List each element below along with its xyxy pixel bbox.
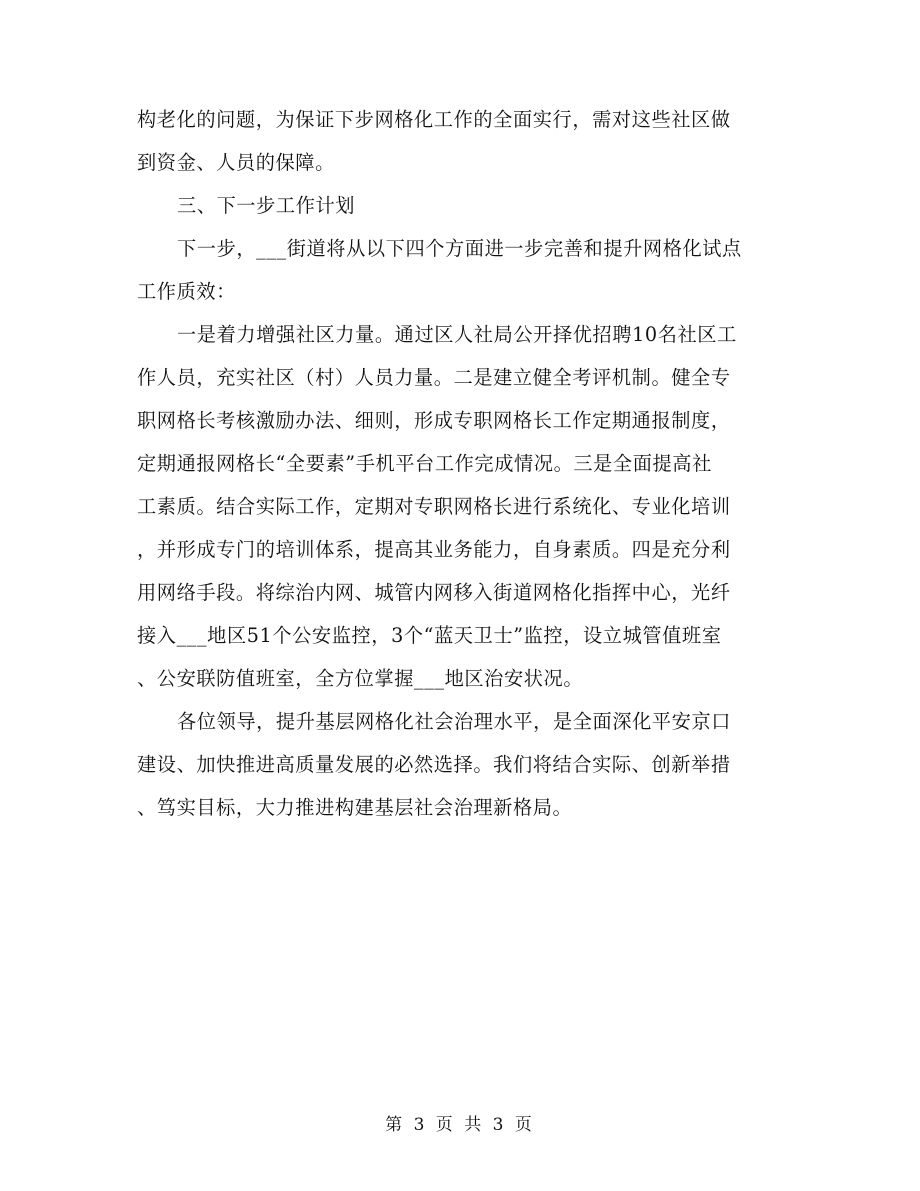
body-line: 下一步，___街道将从以下四个方面进一步完善和提升网格化试点 [177,237,742,260]
body-line: 接入___地区51个公安监控，3个“蓝天卫士”监控，设立城管值班室 [137,624,722,647]
page-number-footer: 第 3 页 共 3 页 [385,1115,535,1135]
body-line: 、公安联防值班室，全方位掌握___地区治安状况。 [137,667,584,690]
body-line: 到资金、人员的保障。 [137,151,335,174]
body-line: 、笃实目标，大力推进构建基层社会治理新格局。 [137,796,573,819]
body-line: 各位领导，提升基层网格化社会治理水平，是全面深化平安京口 [177,710,732,733]
body-line: 建设、加快推进高质量发展的必然选择。我们将结合实际、创新举措 [137,753,731,776]
body-line: 用网络手段。将综治内网、城管内网移入街道网格化指挥中心，光纤 [137,581,731,604]
body-line: 一是着力增强社区力量。通过区人社局公开择优招聘10名社区工 [177,323,737,346]
body-line: 定期通报网格长“全要素”手机平台工作完成情况。三是全面提高社 [137,452,712,475]
body-line: 工作质效： [137,280,236,303]
document-body [137,98,797,829]
body-line: 作人员，充实社区（村）人员力量。二是建立健全考评机制。健全专 [137,366,731,389]
body-line: 职网格长考核激励办法、细则，形成专职网格长工作定期通报制度， [137,409,731,432]
body-line: 构老化的问题，为保证下步网格化工作的全面实行，需对这些社区做 [137,108,731,131]
section-heading: 三、下一步工作计划 [177,194,356,217]
body-line: 工素质。结合实际工作，定期对专职网格长进行系统化、专业化培训 [137,495,731,518]
body-line: ，并形成专门的培训体系，提高其业务能力，自身素质。四是充分利 [137,538,731,561]
